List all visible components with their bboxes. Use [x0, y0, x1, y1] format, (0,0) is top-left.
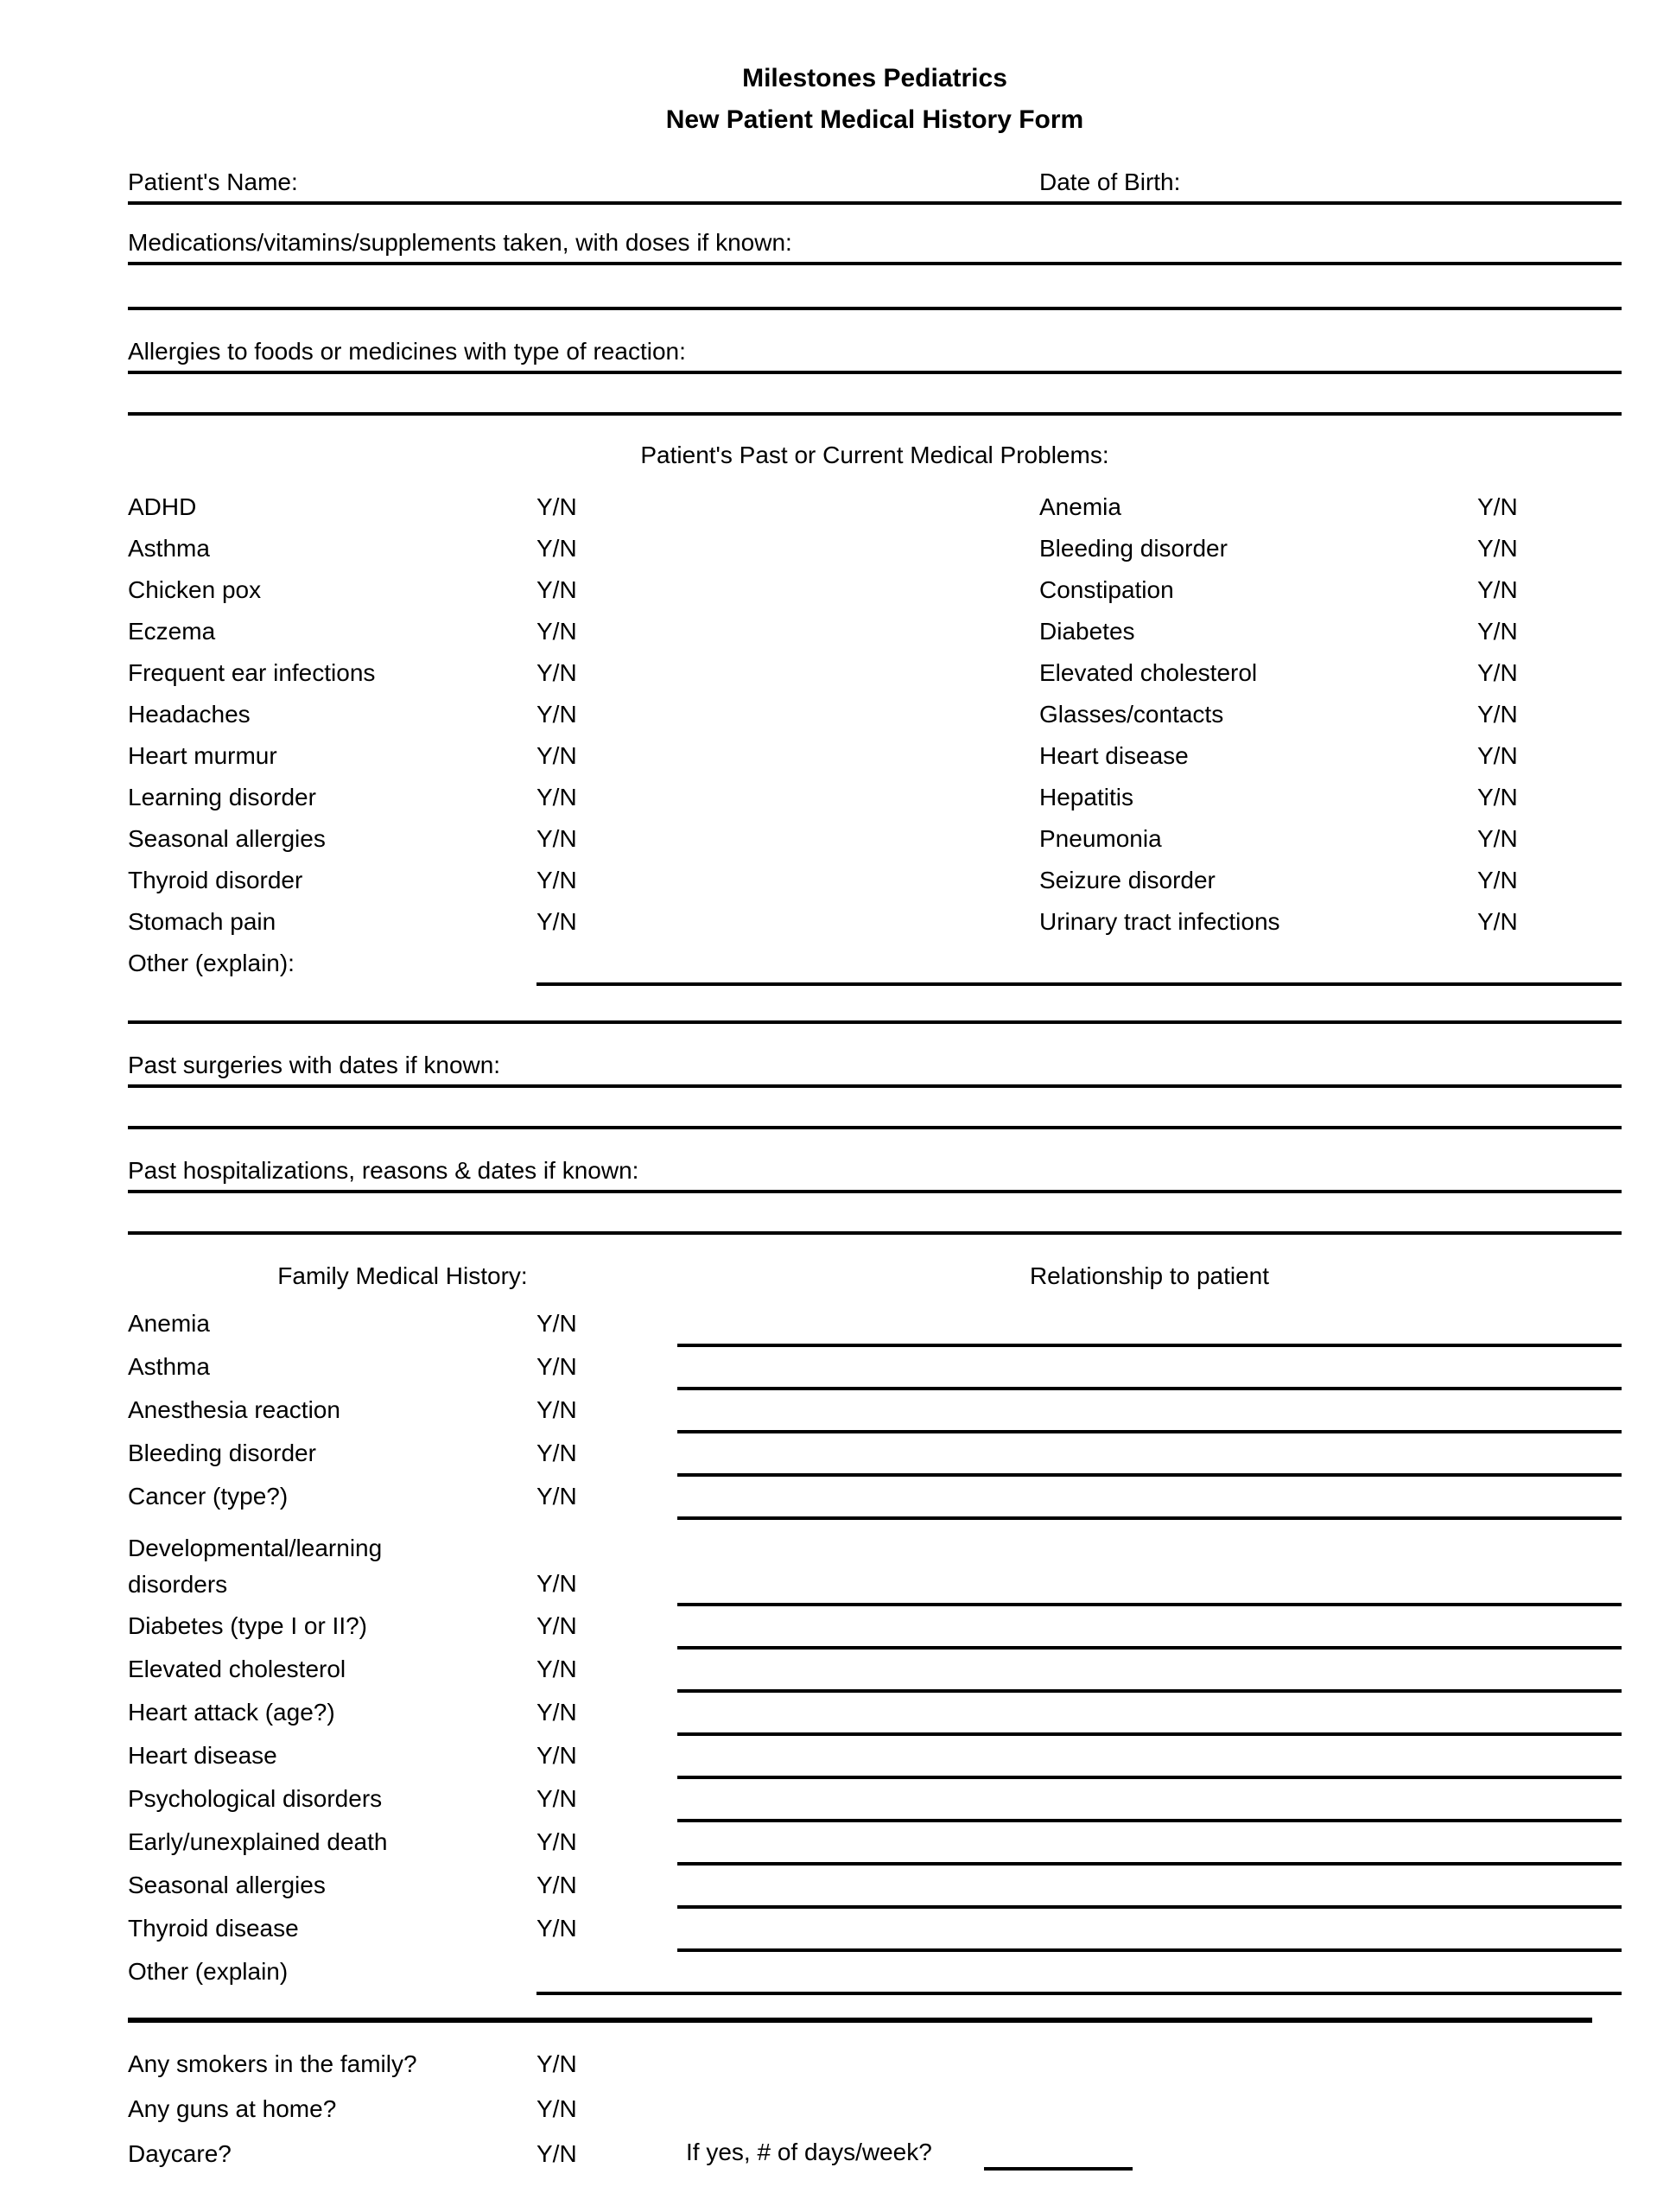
family-condition-label: Thyroid disease [128, 1915, 299, 1942]
problem-yn-option[interactable]: Y/N [536, 618, 577, 645]
family-history-grid [128, 1302, 1622, 1993]
dob-label: Date of Birth: [1039, 168, 1181, 195]
form-title: New Patient Medical History Form [665, 105, 1084, 134]
family-yn-option[interactable]: Y/N [536, 1915, 577, 1942]
family-condition-label: Diabetes (type I or II?) [128, 1612, 368, 1639]
problem-yn-option[interactable]: Y/N [1477, 742, 1518, 769]
family-other-write-line[interactable] [536, 1992, 1622, 1995]
problems-other-label: Other (explain): [128, 950, 295, 976]
problem-label: Thyroid disorder [128, 867, 303, 893]
family-yn-option[interactable]: Y/N [536, 1656, 577, 1682]
problem-label: Constipation [1039, 576, 1174, 603]
family-history-row [128, 1691, 1622, 1734]
medical-problem-row [128, 901, 1622, 943]
family-condition-label: Bleeding disorder [128, 1440, 316, 1466]
smokers-yn-option[interactable]: Y/N [536, 2050, 577, 2077]
relationship-heading: Relationship to patient [1029, 1262, 1270, 1289]
clinic-name: Milestones Pediatrics [742, 64, 1007, 92]
problem-yn-option[interactable]: Y/N [536, 535, 577, 562]
family-history-row [128, 1389, 1622, 1432]
household-questions [128, 2042, 1622, 2177]
allergies-label: Allergies to foods or medicines with type of reaction: [128, 310, 1622, 374]
family-history-row [128, 1734, 1622, 1777]
family-yn-option[interactable]: Y/N [536, 1396, 577, 1423]
family-history-row [128, 1605, 1622, 1648]
problem-label: Heart murmur [128, 742, 277, 769]
medical-problem-row [128, 486, 1622, 528]
medical-problem-row [128, 818, 1622, 860]
guns-question-label: Any guns at home? [128, 2095, 337, 2122]
problem-yn-option[interactable]: Y/N [1477, 701, 1518, 728]
problem-yn-option[interactable]: Y/N [1477, 867, 1518, 893]
problems-bottom-write-line[interactable] [128, 984, 1622, 1024]
name-dob-row [128, 162, 1622, 205]
family-history-row [128, 1302, 1622, 1345]
medical-problem-row [128, 694, 1622, 735]
family-other-label: Other (explain) [128, 1958, 289, 1985]
family-condition-label: Anemia [128, 1310, 210, 1337]
daycare-followup [677, 2139, 1622, 2171]
problem-yn-option[interactable]: Y/N [1477, 493, 1518, 520]
section-divider-rule [128, 2018, 1592, 2023]
family-condition-label: Elevated cholesterol [128, 1656, 346, 1682]
family-condition-label: Seasonal allergies [128, 1872, 326, 1898]
problem-yn-option[interactable]: Y/N [536, 659, 577, 686]
medical-problem-row [128, 611, 1622, 652]
medical-problem-row [128, 652, 1622, 694]
problem-yn-option[interactable]: Y/N [536, 825, 577, 852]
family-yn-option[interactable]: Y/N [536, 1310, 577, 1337]
family-history-row [128, 1432, 1622, 1475]
patient-name-label: Patient's Name: [128, 168, 298, 195]
family-yn-option[interactable]: Y/N [536, 1785, 577, 1812]
medical-problem-row [128, 569, 1622, 611]
question-row [128, 2132, 1622, 2177]
family-history-row [128, 1907, 1622, 1950]
problem-label: Pneumonia [1039, 825, 1162, 852]
daycare-yn-option[interactable]: Y/N [536, 2140, 577, 2167]
family-history-row [128, 1777, 1622, 1821]
problem-label: Diabetes [1039, 618, 1135, 645]
question-row [128, 2087, 1622, 2132]
problem-label: Headaches [128, 701, 251, 728]
question-row [128, 2042, 1622, 2087]
problem-yn-option[interactable]: Y/N [536, 701, 577, 728]
problems-other-write-line[interactable] [536, 982, 1622, 986]
family-yn-option[interactable]: Y/N [536, 1828, 577, 1855]
daycare-followup-label: If yes, # of days/week? [686, 2138, 932, 2165]
medical-problem-row [128, 528, 1622, 569]
smokers-question-label: Any smokers in the family? [128, 2050, 417, 2077]
problem-yn-option[interactable]: Y/N [1477, 576, 1518, 603]
family-history-heading: Family Medical History: [277, 1262, 528, 1289]
problem-label: Hepatitis [1039, 784, 1133, 810]
problem-yn-option[interactable]: Y/N [536, 908, 577, 935]
problem-yn-option[interactable]: Y/N [536, 784, 577, 810]
problem-yn-option[interactable]: Y/N [536, 742, 577, 769]
problem-label: Eczema [128, 618, 216, 645]
problem-label: Elevated cholesterol [1039, 659, 1258, 686]
family-condition-label: Anesthesia reaction [128, 1396, 340, 1423]
family-history-row [128, 1345, 1622, 1389]
family-yn-option[interactable]: Y/N [536, 1612, 577, 1639]
family-yn-option[interactable]: Y/N [536, 1353, 577, 1380]
problem-label: Frequent ear infections [128, 659, 376, 686]
family-yn-option[interactable]: Y/N [536, 1440, 577, 1466]
problem-label: Chicken pox [128, 576, 262, 603]
problem-label: Asthma [128, 535, 210, 562]
family-condition-label: Asthma [128, 1353, 210, 1380]
family-yn-option[interactable]: Y/N [536, 1872, 577, 1898]
daycare-question-label: Daycare? [128, 2140, 232, 2167]
family-history-row [128, 1648, 1622, 1691]
family-other-row [128, 1950, 1622, 1993]
family-yn-option[interactable]: Y/N [536, 1570, 577, 1597]
medical-problem-row [128, 777, 1622, 818]
family-yn-option[interactable]: Y/N [536, 1483, 577, 1510]
problem-yn-option[interactable]: Y/N [1477, 618, 1518, 645]
past-surgeries-label: Past surgeries with dates if known: [128, 1024, 1622, 1088]
problems-other-row [128, 943, 1622, 984]
family-condition-label: Early/unexplained death [128, 1828, 388, 1855]
problem-label: Glasses/contacts [1039, 701, 1224, 728]
problem-label: Learning disorder [128, 784, 316, 810]
family-yn-option[interactable]: Y/N [536, 1742, 577, 1769]
family-history-header-row [128, 1235, 1622, 1295]
family-history-row [128, 1864, 1622, 1907]
past-hospitalizations-write-line[interactable] [128, 1193, 1622, 1235]
problem-yn-option[interactable]: Y/N [1477, 825, 1518, 852]
past-surgeries-write-line[interactable] [128, 1088, 1622, 1129]
problem-yn-option[interactable]: Y/N [1477, 908, 1518, 935]
family-yn-option[interactable]: Y/N [536, 1699, 577, 1726]
problem-label: Bleeding disorder [1039, 535, 1228, 562]
past-hospitalizations-label: Past hospitalizations, reasons & dates if known: [128, 1129, 1622, 1193]
family-history-row [128, 1475, 1622, 1518]
allergies-write-line[interactable] [128, 374, 1622, 416]
guns-yn-option[interactable]: Y/N [536, 2095, 577, 2122]
problem-label: Stomach pain [128, 908, 276, 935]
medical-problem-row [128, 860, 1622, 901]
days-per-week-write-line[interactable] [984, 2167, 1133, 2171]
problem-label: Urinary tract infections [1039, 908, 1280, 935]
problem-label: ADHD [128, 493, 197, 520]
medical-problems-heading: Patient's Past or Current Medical Problems: [640, 442, 1109, 468]
family-condition-label: Psychological disorders [128, 1785, 383, 1812]
problem-label: Seasonal allergies [128, 825, 326, 852]
medications-write-line[interactable] [128, 265, 1622, 310]
problem-yn-option[interactable]: Y/N [1477, 784, 1518, 810]
problem-label: Heart disease [1039, 742, 1189, 769]
problem-yn-option[interactable]: Y/N [1477, 535, 1518, 562]
family-history-row [128, 1518, 1622, 1605]
problem-yn-option[interactable]: Y/N [536, 576, 577, 603]
medical-problem-row [128, 735, 1622, 777]
problem-label: Seizure disorder [1039, 867, 1216, 893]
problem-yn-option[interactable]: Y/N [1477, 659, 1518, 686]
problem-label: Anemia [1039, 493, 1121, 520]
problem-yn-option[interactable]: Y/N [536, 493, 577, 520]
family-condition-label: Developmental/learning disorders [128, 1535, 383, 1598]
medical-problems-grid [128, 486, 1622, 984]
family-history-row [128, 1821, 1622, 1864]
family-condition-label: Heart attack (age?) [128, 1699, 335, 1726]
family-condition-label: Heart disease [128, 1742, 277, 1769]
problem-yn-option[interactable]: Y/N [536, 867, 577, 893]
family-condition-label: Cancer (type?) [128, 1483, 289, 1510]
medications-label: Medications/vitamins/supplements taken, with doses if known: [128, 205, 1622, 265]
